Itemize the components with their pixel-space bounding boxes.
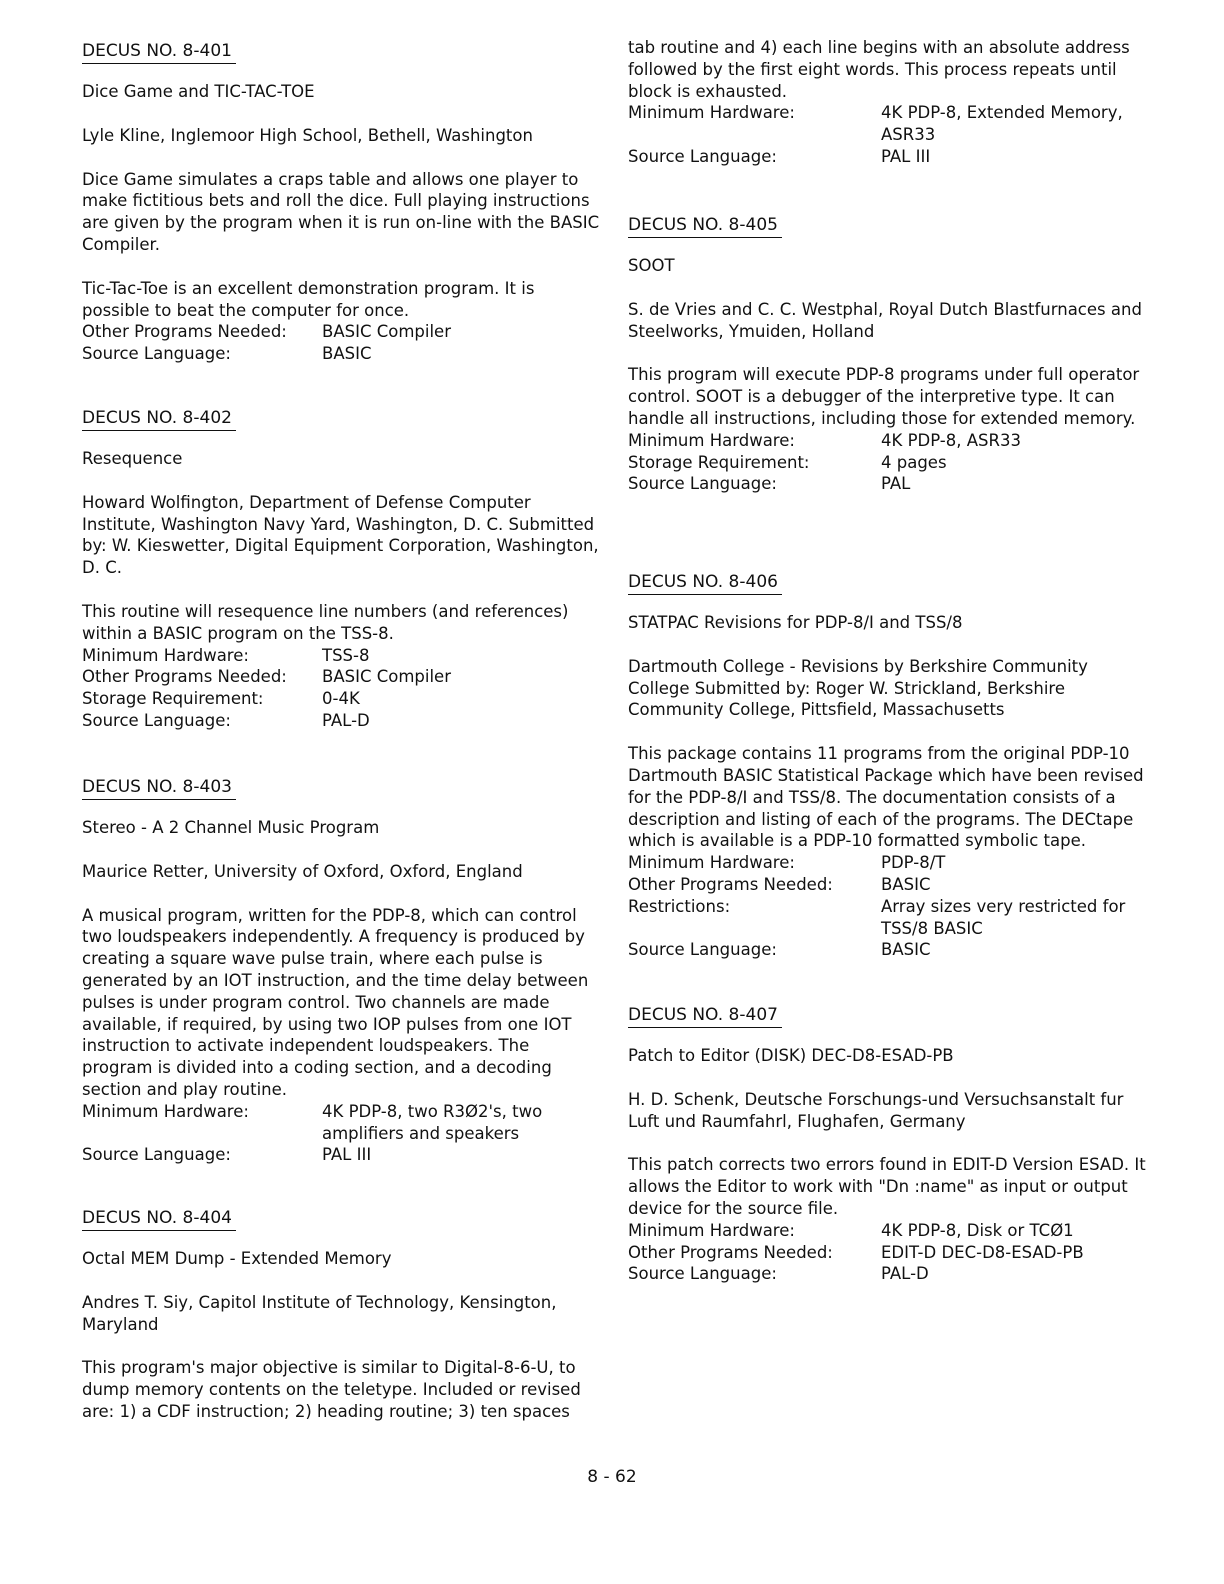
entry-title: STATPAC Revisions for PDP-8/I and TSS/8 bbox=[628, 613, 963, 632]
spec-value: PAL III bbox=[322, 1145, 372, 1165]
entry-description: This package contains 11 programs from the original PDP-10 Dartmouth BASIC Statistical Package which have been revised for the PDP-8/I and TSS/8. The documentation consists of a description and listing of each of the programs. The DECtape which is available is a PDP-10 formatted symbolic tape. bbox=[628, 744, 1144, 851]
spec-value: Array sizes very restricted for TSS/8 BASIC bbox=[881, 896, 1126, 938]
spec-table bbox=[628, 430, 1021, 495]
entry-8-403 bbox=[82, 776, 602, 1166]
entry-number: DECUS NO. 8-407 bbox=[628, 1004, 782, 1028]
spec-row bbox=[628, 473, 1021, 495]
entry-author: Andres T. Siy, Capitol Institute of Technology, Kensington, Maryland bbox=[82, 1292, 557, 1334]
spec-label: Restrictions: bbox=[628, 896, 731, 916]
entry-title: Patch to Editor (DISK) DEC-D8-ESAD-PB bbox=[628, 1046, 954, 1065]
entry-number: DECUS NO. 8-403 bbox=[82, 776, 236, 800]
spec-row bbox=[82, 666, 451, 688]
entry-description: This patch corrects two errors found in EDIT-D Version ESAD. It allows the Editor to work with "Dn :name" as input or output device for the source file. bbox=[628, 1155, 1146, 1218]
spec-row bbox=[628, 102, 1153, 146]
spec-table bbox=[82, 1101, 602, 1166]
entry-number: DECUS NO. 8-404 bbox=[82, 1207, 236, 1231]
entry-description: Tic-Tac-Toe is an excellent demonstration program. It is possible to beat the computer for once. bbox=[82, 278, 535, 320]
entry-8-402 bbox=[82, 407, 602, 732]
entry-author: H. D. Schenk, Deutsche Forschungs-und Versuchsanstalt fur Luft und Raumfahrl, Flughafen, Germany bbox=[628, 1089, 1124, 1131]
entry-number: DECUS NO. 8-405 bbox=[628, 214, 782, 238]
entry-description: A musical program, written for the PDP-8, which can control two loudspeakers independently. A frequency is produced by creating a square wave pulse train, where each pulse is generated by an IOT instruction, and the time delay between pulses is under program control. Two channels are made available, if required, by using two IOP pulses from one IOT instruction to activate independent loudspeakers. The program is divided into a coding section, and a decoding section and play routine. bbox=[82, 905, 589, 1099]
spec-value: TSS-8 bbox=[322, 645, 370, 665]
spec-value: 4K PDP-8, Extended Memory, ASR33 bbox=[881, 103, 1123, 145]
spec-row bbox=[628, 874, 1153, 896]
spec-label: Source Language: bbox=[82, 710, 231, 730]
entry-number: DECUS NO. 8-406 bbox=[628, 571, 782, 595]
entry-description: Dice Game simulates a craps table and allows one player to make fictitious bets and roll the dice. Full playing instructions are given by the program when it is run on-line with the BASIC Compiler. bbox=[82, 169, 600, 254]
spec-value: 4K PDP-8, two R3Ø2's, two amplifiers and speakers bbox=[322, 1101, 543, 1143]
spec-value: 4K PDP-8, Disk or TCØ1 bbox=[881, 1220, 1074, 1240]
entry-title: Stereo - A 2 Channel Music Program bbox=[82, 818, 380, 837]
entry-8-407 bbox=[628, 1004, 1153, 1285]
spec-row bbox=[628, 896, 1153, 940]
spec-label: Source Language: bbox=[82, 1145, 231, 1165]
spec-table bbox=[628, 1220, 1084, 1285]
spec-row bbox=[82, 343, 451, 365]
spec-label: Storage Requirement: bbox=[628, 452, 810, 472]
entry-title: Dice Game and TIC-TAC-TOE bbox=[82, 82, 315, 101]
spec-value: 4K PDP-8, ASR33 bbox=[881, 430, 1021, 450]
entry-8-404 bbox=[82, 1207, 602, 1423]
entry-title: SOOT bbox=[628, 256, 675, 275]
spec-value: BASIC bbox=[881, 940, 931, 960]
spec-row bbox=[82, 710, 451, 732]
spec-label: Other Programs Needed: bbox=[82, 667, 287, 687]
entry-title: Octal MEM Dump - Extended Memory bbox=[82, 1249, 392, 1268]
entry-number: DECUS NO. 8-402 bbox=[82, 407, 236, 431]
spec-value: PAL-D bbox=[322, 710, 370, 730]
spec-label: Minimum Hardware: bbox=[82, 1101, 249, 1121]
spec-label: Minimum Hardware: bbox=[628, 103, 795, 123]
spec-table bbox=[628, 102, 1153, 167]
spec-value: EDIT-D DEC-D8-ESAD-PB bbox=[881, 1242, 1084, 1262]
spec-value: PAL-D bbox=[881, 1264, 929, 1284]
entry-description: tab routine and 4) each line begins with an absolute address followed by the first eight words. This process repeats until block is exhausted. bbox=[628, 38, 1130, 101]
spec-row bbox=[628, 452, 1021, 474]
spec-row bbox=[82, 645, 451, 667]
entry-author: Maurice Retter, University of Oxford, Oxford, England bbox=[82, 861, 523, 881]
spec-value: 0-4K bbox=[322, 689, 360, 709]
entry-description: This program will execute PDP-8 programs under full operator control. SOOT is a debugger of the interpretive type. It can handle all instructions, including those for extended memory. bbox=[628, 365, 1140, 428]
entry-8-406 bbox=[628, 571, 1153, 961]
spec-value: BASIC bbox=[322, 344, 372, 364]
spec-value: BASIC Compiler bbox=[322, 667, 451, 687]
page-number: 8 - 62 bbox=[587, 1467, 637, 1487]
spec-value: BASIC Compiler bbox=[322, 322, 451, 342]
entry-number: DECUS NO. 8-401 bbox=[82, 40, 236, 64]
entry-author: Lyle Kline, Inglemoor High School, Bethell, Washington bbox=[82, 125, 533, 145]
spec-label: Source Language: bbox=[628, 146, 777, 166]
entry-8-404-continued bbox=[628, 37, 1153, 168]
entry-author: Dartmouth College - Revisions by Berkshire Community College Submitted by: Roger W. Strickland, Berkshire Community College, Pittsfield, Massachusetts bbox=[628, 656, 1088, 720]
entry-author: Howard Wolfington, Department of Defense Computer Institute, Washington Navy Yard, Washington, D. C. Submitted by: W. Kieswetter, Digital Equipment Corporation, Washington, D. C. bbox=[82, 492, 599, 578]
spec-label: Source Language: bbox=[82, 344, 231, 364]
spec-value: BASIC bbox=[881, 874, 931, 894]
spec-label: Other Programs Needed: bbox=[628, 1242, 833, 1262]
spec-label: Source Language: bbox=[628, 940, 777, 960]
spec-value: PAL bbox=[881, 474, 911, 494]
spec-label: Minimum Hardware: bbox=[628, 853, 795, 873]
spec-row bbox=[628, 1263, 1084, 1285]
entry-description: This routine will resequence line numbers (and references) within a BASIC program on the TSS-8. bbox=[82, 601, 569, 643]
spec-row bbox=[628, 939, 1153, 961]
spec-row bbox=[82, 1101, 602, 1145]
spec-row bbox=[82, 688, 451, 710]
spec-value: PAL III bbox=[881, 146, 931, 166]
spec-row bbox=[628, 430, 1021, 452]
spec-label: Other Programs Needed: bbox=[628, 874, 833, 894]
spec-label: Source Language: bbox=[628, 1264, 777, 1284]
spec-label: Source Language: bbox=[628, 474, 777, 494]
spec-table bbox=[82, 321, 451, 365]
entry-author: S. de Vries and C. C. Westphal, Royal Dutch Blastfurnaces and Steelworks, Ymuiden, Holland bbox=[628, 299, 1142, 341]
spec-row bbox=[82, 321, 451, 343]
spec-table bbox=[628, 852, 1153, 961]
entry-8-401 bbox=[82, 40, 602, 365]
spec-label: Minimum Hardware: bbox=[628, 1220, 795, 1240]
spec-label: Minimum Hardware: bbox=[82, 645, 249, 665]
spec-row bbox=[628, 1242, 1084, 1264]
entry-description: This program's major objective is similar to Digital-8-6-U, to dump memory contents on the teletype. Included or revised are: 1) a CDF instruction; 2) heading routine; 3) ten spaces bbox=[82, 1358, 581, 1421]
spec-table bbox=[82, 645, 451, 732]
spec-label: Storage Requirement: bbox=[82, 689, 264, 709]
spec-row bbox=[628, 852, 1153, 874]
spec-row bbox=[628, 146, 1153, 168]
entry-title: Resequence bbox=[82, 449, 183, 468]
spec-row bbox=[628, 1220, 1084, 1242]
spec-label: Other Programs Needed: bbox=[82, 322, 287, 342]
spec-value: 4 pages bbox=[881, 452, 947, 472]
spec-label: Minimum Hardware: bbox=[628, 430, 795, 450]
spec-value: PDP-8/T bbox=[881, 853, 946, 873]
spec-row bbox=[82, 1144, 602, 1166]
entry-8-405 bbox=[628, 214, 1153, 495]
